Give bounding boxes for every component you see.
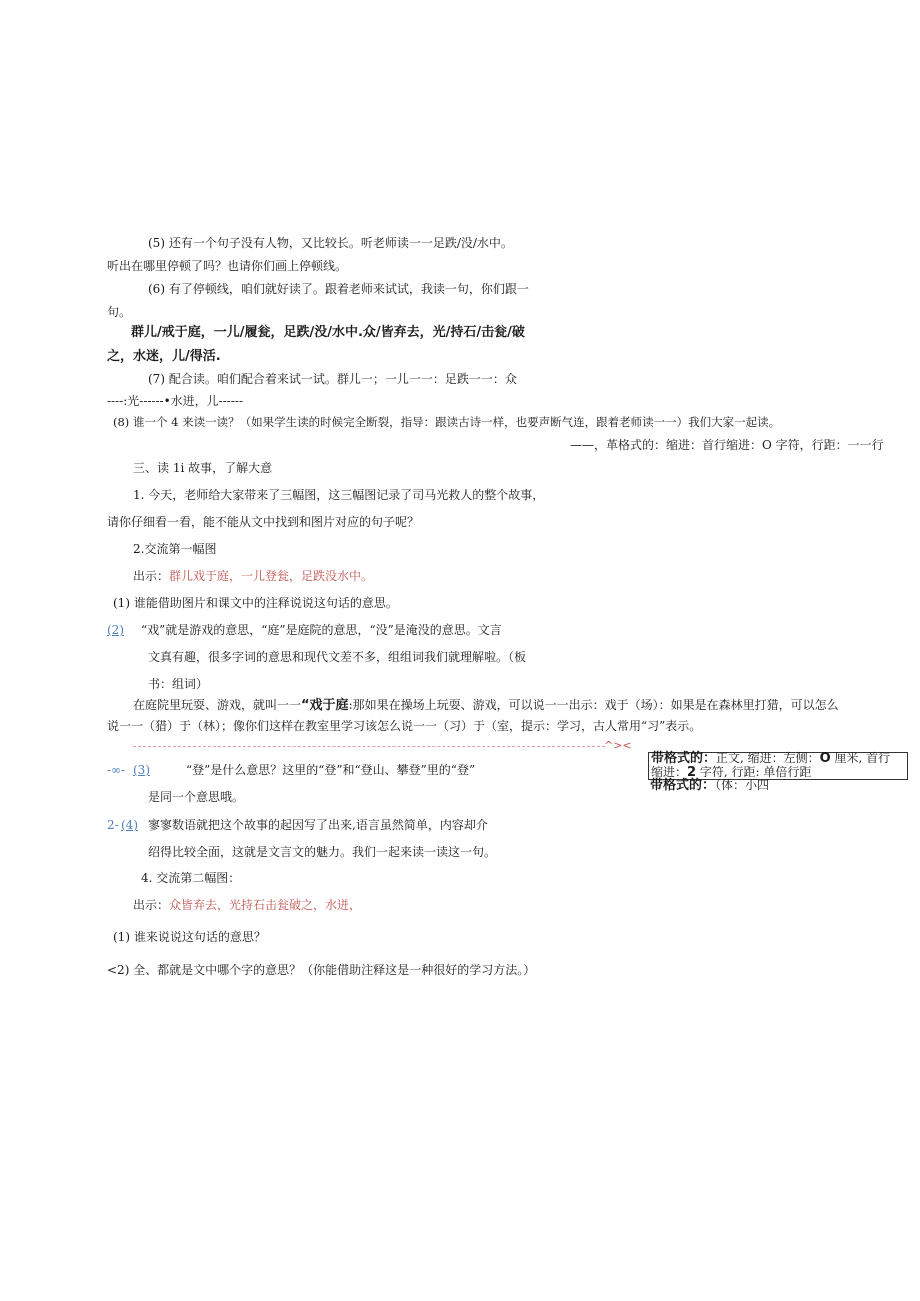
subheading: 2.交流第一幅图 <box>133 542 217 556</box>
text-line: (1) 谁能借助图片和课文中的注释说说这句话的意思。 <box>113 596 398 610</box>
format-note: ——，革格式的：缩进：首行缩进：O 字符，行距：一一行 <box>570 438 884 452</box>
section-heading: 三、读 1i 故事，了解大意 <box>133 461 273 475</box>
comment-marker-prefix: -∞- <box>107 763 126 777</box>
subheading: 4. 交流第二幅图： <box>141 871 241 885</box>
format-comment-box[interactable] <box>648 752 908 780</box>
format-text: 厘米, 首行 <box>830 751 891 765</box>
comment-marker[interactable]: (3) <box>133 763 150 777</box>
comment-marker-prefix: 2- <box>107 818 119 832</box>
text-line: (7) 配合读。咱们配合着来试一试。群儿一；一儿一一：足跌一一：众 <box>148 372 517 386</box>
format-label: 带格式的： <box>651 751 717 766</box>
format-label: 带格式的： <box>650 778 716 793</box>
format-text: 字符, 行距: 单倍行距 <box>696 765 812 779</box>
format-value: 2 <box>687 765 697 780</box>
text-line: 请你仔细看一看，能不能从文中找到和图片对应的句子呢？ <box>107 515 420 529</box>
text-line: 寥寥数语就把这个故事的起因写了出来,语言虽然简单，内容却介 <box>148 818 488 832</box>
text-line: <2) 全、都就是文中哪个字的意思？（你能借助注释这是一种很好的学习方法。） <box>107 963 536 977</box>
show-text: 群儿戏于庭，一儿登瓮，足跌没水中。 <box>169 569 374 583</box>
show-text: 众皆弃去，光持石击瓮破之，水迸， <box>169 898 362 912</box>
text-line: 听出在哪里停顿了吗？也请你们画上停顿线。 <box>107 259 348 273</box>
text-line: 1. 今天，老师给大家带来了三幅图，这三幅图记录了司马光救人的整个故事， <box>133 488 545 502</box>
revision-line-end: ^>< <box>604 739 632 752</box>
text-line: 书：组词） <box>148 677 209 691</box>
show-label: 出示： <box>133 898 170 912</box>
show-line <box>133 568 373 584</box>
text-line: “登”是什么意思？这里的“登”和“登山、攀登”里的“登” <box>186 763 476 777</box>
text-line: 句。 <box>107 305 132 319</box>
comment-marker[interactable]: (4) <box>121 818 138 832</box>
comment-marker[interactable]: (2) <box>107 623 124 637</box>
format-text: 缩进： <box>651 765 688 779</box>
format-comment-line <box>651 751 890 766</box>
text-line: (8) 谁一个 4 来读一读？（如果学生读的时候完全断裂，指导：跟读古诗一样，也要声断气连，跟着老师读一一）我们大家一起读。 <box>113 415 781 429</box>
text-run-bold: “戏于庭 <box>301 698 349 713</box>
text-line <box>133 697 839 714</box>
classical-text-line: 群儿/戒于庭，一儿/履瓮，足跌/没/水中.众/皆弃去，光/持石/击瓮/破 <box>131 325 525 340</box>
format-comment-note <box>650 777 769 794</box>
format-value: O <box>819 751 831 766</box>
text-line: 是同一个意思哦。 <box>148 790 245 804</box>
text-line: (1) 谁来说说这句话的意思？ <box>113 930 266 944</box>
text-line: ----:光------•水迸，儿------ <box>107 394 243 408</box>
text-line: 文真有趣，很多字词的意思和现代文差不多，组组词我们就理解啦。（板 <box>148 650 527 664</box>
text-line: 绍得比较全面，这就是文言文的魅力。我们一起来读一读这一句。 <box>148 845 497 859</box>
show-label: 出示： <box>133 569 170 583</box>
text-line: (5) 还有一个句子没有人物，又比较长。听老师读一一足跌/没/水中。 <box>148 236 513 250</box>
classical-text-line: 之，水迷，儿/得活. <box>107 349 221 364</box>
revision-dashed-line <box>133 746 605 747</box>
text-line: “戏”就是游戏的意思，“庭”是庭院的意思，“没”是淹没的意思。文言 <box>141 623 502 637</box>
show-line <box>133 897 361 913</box>
text-line: 说一一（猎）于（林）；像你们这样在教室里学习该怎么说一一（习）于（室，提示：学习，古人常用“习”表示。 <box>107 719 702 733</box>
text-line: (6) 有了停顿线，咱们就好读了。跟着老师来试试，我读一句，你们跟一 <box>148 282 529 296</box>
format-text: （体：小四 <box>715 778 770 792</box>
text-run: :那如果在操场上玩耍、游戏，可以说一一出示：戏于（场）：如果是在森林里打猎，可以怎么 <box>348 698 839 712</box>
format-text: 正文, 缩进：左侧： <box>716 751 820 765</box>
text-run: 在庭院里玩耍、游戏，就叫一一 <box>133 698 302 712</box>
